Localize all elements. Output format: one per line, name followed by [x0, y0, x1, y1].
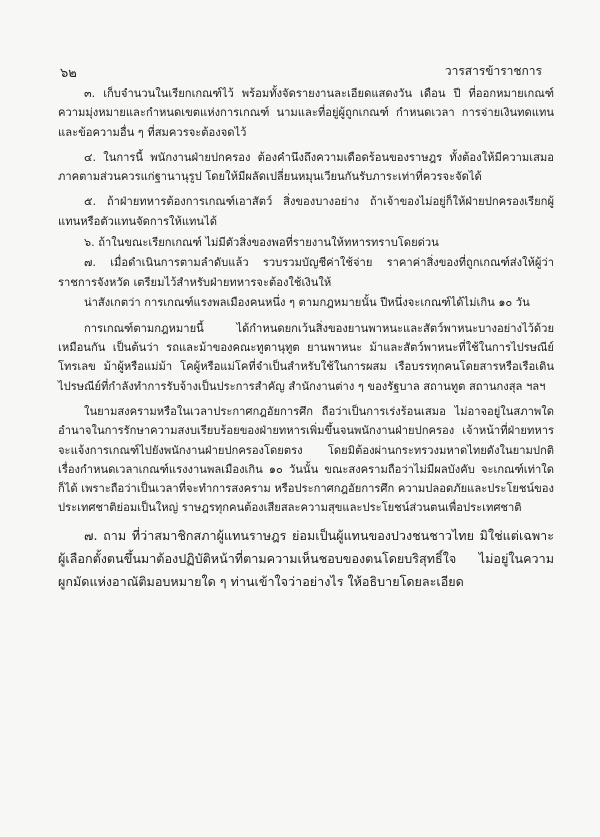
body-text — [58, 84, 554, 594]
paragraph-item-6: ๖. ถ้าในขณะเรียกเกณฑ์ ไม่มีตัวสิ่งของพอที่รายงานให้ทหารทราบโดยด่วน — [84, 235, 439, 249]
page-number: ๖๒ — [60, 66, 77, 81]
paragraph-wartime: ในยามสงครามหรือในเวลาประกาศกฎอัยการศึก ถือว่าเป็นการเร่งร้อนเสมอ ไม่อาจอยู่ในสภาพใด อำนาจในการรักษาความสงบเรียบร้อยของฝ่ายทหารเพิ่มขึ้นจนพนักงานฝ่ายปกครอง เจ้าหน้าที่ฝ่ายทหารจะแจ้งการเกณฑ์ไปยังพนักงานฝ่ายปกครองโดยตรง โดยมิต้องผ่านกระทรวงมหาดไทยดังในยามปกติ เรื่องกำหนดเวลาเกณฑ์แรงงานพลเมืองเกิน ๑๐ วันนั้น ขณะสงครามถือว่าไม่มีผลบังคับ จะเกณฑ์เท่าใดก็ได้ เพราะถือว่าเป็นเวลาที่จะทำการสงคราม หรือประกาศกฎอัยการศึก ความปลอดภัยและประโยชน์ของประเทศชาติย่อมเป็นใหญ่ ราษฎรทุกคนต้องเสียสละความสุขและประโยชน์ส่วนตนเพื่อประเทศชาติ — [58, 404, 554, 515]
paragraph-exemptions: การเกณฑ์ตามกฎหมายนี้ ได้กำหนดยกเว้นสิ่งของยานพาหนะและสัตว์พาหนะบางอย่างไว้ด้วยเหมือนกัน เป็นต้นว่า รถและม้าของคณะทูตานุทูต ยานพาหนะ ม้าและสัตว์พาหนะที่ใช้ในการไปรษณีย์โทรเลข ม้าผู้หรือแม่ม้า โคผู้หรือแม่โคที่จำเป็นสำหรับใช้ในการผสม เรือบรรทุกคนโดยสารหรือเรือเดินไปรษณีย์ที่กำลังทำการรับจ้างเป็นประการสำคัญ สำนักงานต่าง ๆ ของรัฐบาล สถานทูต สถานกงสุล ฯลฯ — [58, 321, 554, 393]
paragraph-item-4: ๔. ในการนี้ พนักงานฝ่ายปกครอง ต้องคำนึงถึงความเดือดร้อนของราษฎร ทั้งต้องให้มีความเสมอภาคตามส่วนควรแก่ฐานานุรูป โดยให้มีผลัดเปลี่ยนหมุนเวียนกันรับภาระเท่าที่ควรจะจัดได้ — [58, 150, 554, 184]
paragraph-item-5: ๕. ถ้าฝ่ายทหารต้องการเกณฑ์เอาสัตว์ สิ่งของบางอย่าง ถ้าเจ้าของไม่อยู่ก็ให้ฝ่ายปกครองเรียกผู้แทนหรือตัวแทนจัดการให้แทนได้ — [58, 195, 554, 228]
running-header: วารสารข้าราชการ — [444, 64, 542, 78]
paragraph-item-7: ๗. เมื่อดำเนินการตามลำดับแล้ว รวบรวมบัญชีค่าใช้จ่าย ราคาค่าสิ่งของที่ถูกเกณฑ์ส่งให้ผู้ว่าราชการจังหวัด เตรียมไว้สำหรับฝ่ายทหารจะต้องใช้เงินให้ — [58, 256, 554, 289]
paragraph-note-labor-limit: น่าสังเกตว่า การเกณฑ์แรงพลเมืองคนหนึ่ง ๆ ตามกฎหมายนั้น ปีหนึ่งจะเกณฑ์ได้ไม่เกิน ๑๐ วัน — [84, 296, 530, 310]
paragraph-question-7: ๗. ถาม ที่ว่าสมาชิกสภาผู้แทนราษฎร ย่อมเป็นผู้แทนของปวงชนชาวไทย มิใช่แต่เฉพาะผู้เลือกตั้งตนขึ้นมาต้องปฏิบัติหน้าที่ตามความเห็นชอบของตนโดยบริสุทธิ์ใจ ไม่อยู่ในความผูกมัดแห่งอาณัติมอบหมายใด ๆ ท่านเข้าใจว่าอย่างไร ให้อธิบายโดยละเอียด — [58, 527, 554, 589]
paragraph-item-3: ๓. เก็บจำนวนในเรียกเกณฑ์ไว้ พร้อมทั้งจัดรายงานละเอียดแสดงวัน เดือน ปี ที่ออกหมายเกณฑ์ ความมุ่งหมายและกำหนดเขตแห่งการเกณฑ์ นามและที่อยู่ผู้ถูกเกณฑ์ กำหนดเวลา การจ่ายเงินทดแทนและข้อความอื่น ๆ ที่สมควรจะต้องจดไว้ — [58, 87, 554, 139]
